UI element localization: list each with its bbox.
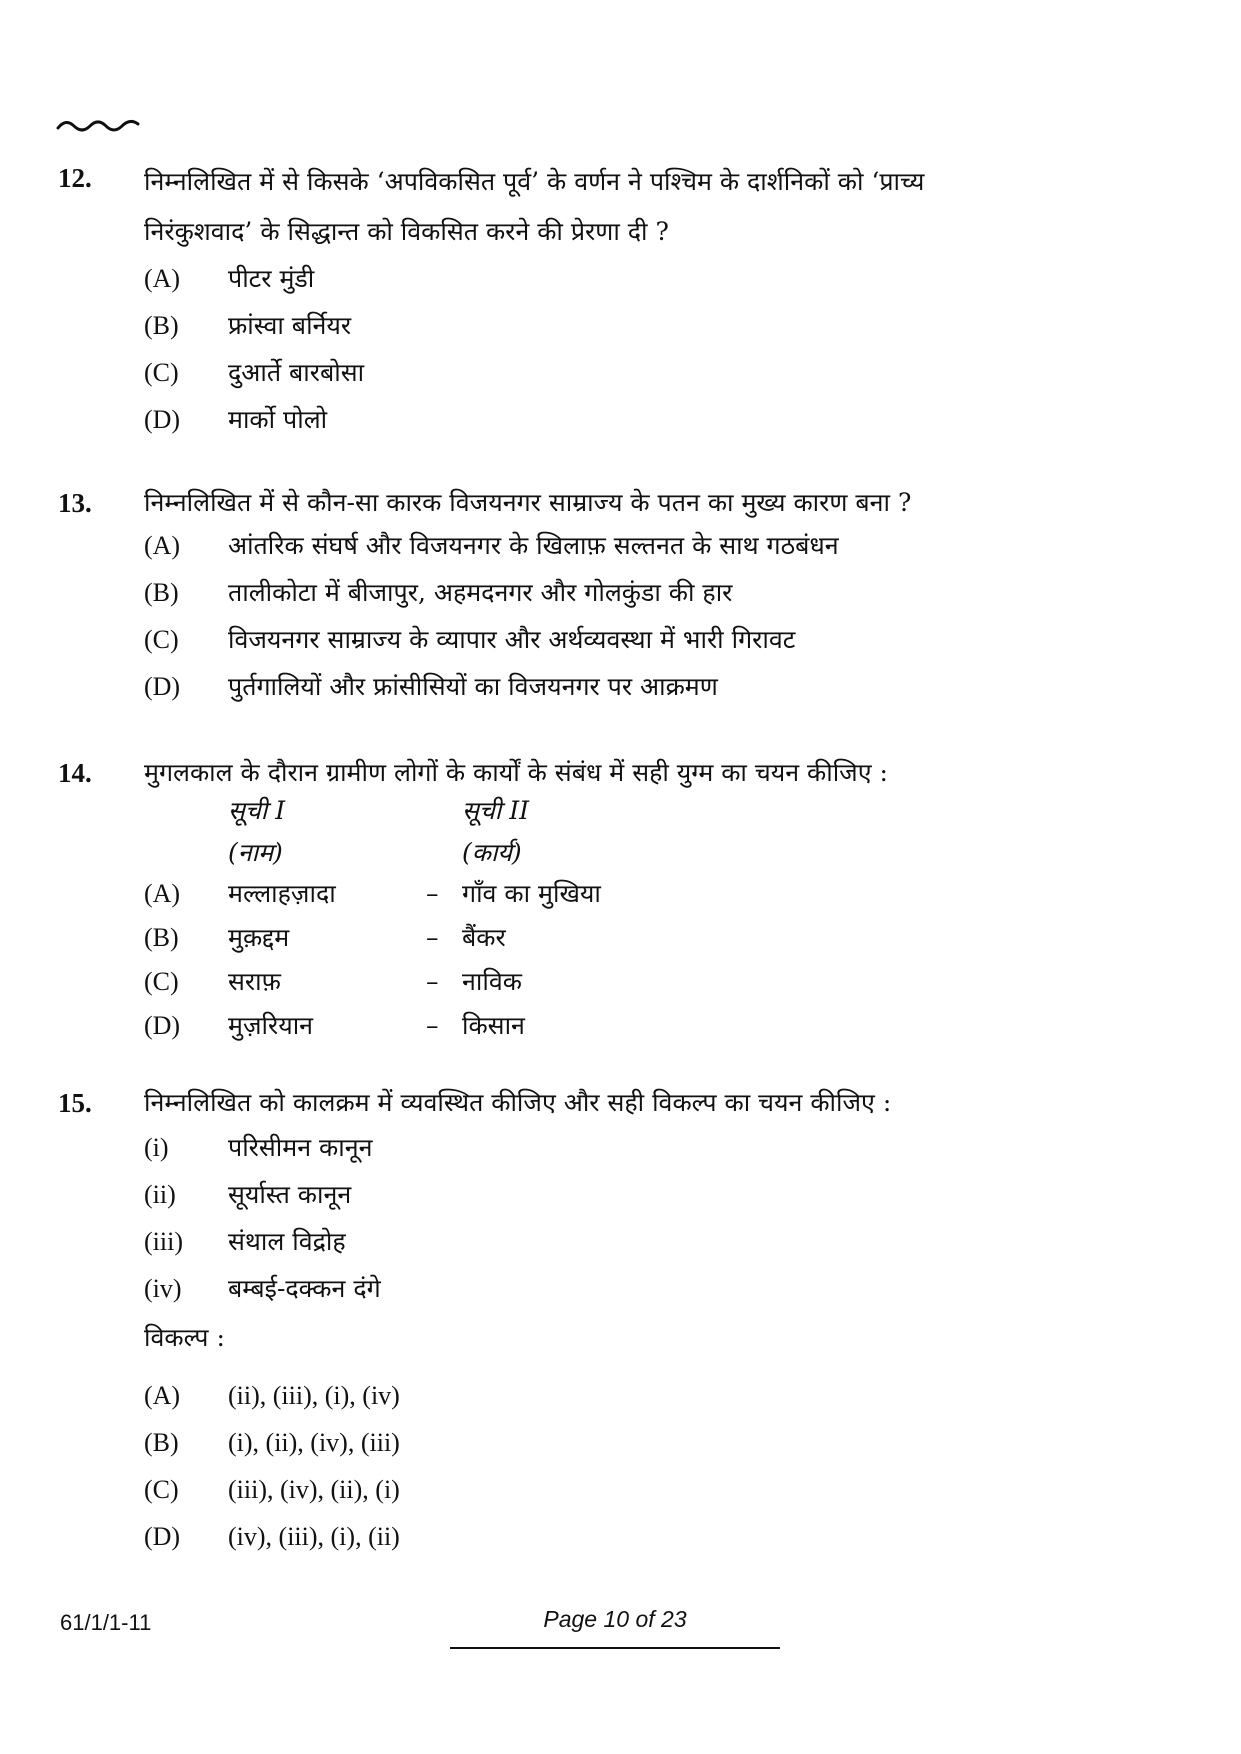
option-right: किसान [462, 1011, 525, 1040]
page-number: Page 10 of 23 [543, 1606, 687, 1632]
question-text [144, 157, 1178, 257]
question-12 [58, 157, 1178, 443]
options-list [58, 872, 1178, 1048]
option-a: (A) मल्लाहज़ादा – गाँव का मुखिया [144, 872, 1178, 916]
option-text: (ii), (iii), (i), (iv) [228, 1381, 400, 1410]
option-left: सराफ़ [228, 967, 281, 996]
option-d: (D) मार्को पोलो [144, 396, 1178, 443]
option-left: मल्लाहज़ादा [228, 879, 336, 908]
list-2-title: सूची II [462, 796, 529, 825]
option-c: (C) विजयनगर साम्राज्य के व्यापार और अर्थव्यवस्था में भारी गिरावट [144, 616, 1178, 663]
option-b: (B) (i), (ii), (iv), (iii) [144, 1419, 1178, 1466]
option-a: (A) (ii), (iii), (i), (iv) [144, 1372, 1178, 1419]
option-right: नाविक [462, 967, 522, 996]
choices-heading: विकल्प : [144, 1323, 225, 1352]
options-list [58, 255, 1178, 443]
question-number: 12. [58, 163, 92, 193]
list-1-subtitle: (नाम) [228, 838, 283, 867]
option-text: दुआर्ते बारबोसा [228, 358, 365, 387]
option-a: (A) पीटर मुंडी [144, 255, 1178, 302]
option-text: फ्रांस्वा बर्नियर [228, 311, 352, 340]
option-text: (iii), (iv), (ii), (i) [228, 1475, 400, 1504]
statement-text: सूर्यास्त कानून [228, 1180, 352, 1209]
option-d: (D) मुज़रियान – किसान [144, 1004, 1178, 1048]
question-text: निम्नलिखित को कालक्रम में व्यवस्थित कीजिए और सही विकल्प का चयन कीजिए : [144, 1088, 892, 1117]
question-text-line: निम्नलिखित में से किसके ‘अपविकसित पूर्व’ के वर्णन ने पश्चिम के दार्शनिकों को ‘प्राच्य [144, 167, 925, 196]
statement-text: बम्बई-दक्कन दंगे [228, 1274, 381, 1303]
options-list [58, 1372, 1178, 1560]
wave-decoration [56, 118, 146, 132]
statement-ii: (ii) सूर्यास्त कानून [144, 1171, 1178, 1218]
option-text: तालीकोटा में बीजापुर, अहमदनगर और गोलकुंडा की हार [228, 578, 733, 607]
option-text: पुर्तगालियों और फ्रांसीसियों का विजयनगर पर आक्रमण [228, 672, 718, 701]
option-c: (C) सराफ़ – नाविक [144, 960, 1178, 1004]
option-text: (iv), (iii), (i), (ii) [228, 1522, 400, 1551]
options-list [58, 522, 1178, 710]
question-number: 14. [58, 758, 92, 788]
option-text: विजयनगर साम्राज्य के व्यापार और अर्थव्यवस्था में भारी गिरावट [228, 625, 796, 654]
option-b: (B) मुक़द्दम – बैंकर [144, 916, 1178, 960]
statement-iii: (iii) संथाल विद्रोह [144, 1218, 1178, 1265]
question-text-line: निरंकुशवाद’ के सिद्धान्त को विकसित करने की प्रेरणा दी ? [144, 217, 669, 246]
option-text: (i), (ii), (iv), (iii) [228, 1428, 400, 1457]
option-c: (C) (iii), (iv), (ii), (i) [144, 1466, 1178, 1513]
option-d: (D) पुर्तगालियों और फ्रांसीसियों का विजयनगर पर आक्रमण [144, 663, 1178, 710]
option-left: मुक़द्दम [228, 923, 290, 952]
question-text: निम्नलिखित में से कौन-सा कारक विजयनगर साम्राज्य के पतन का मुख्य कारण बना ? [144, 488, 912, 517]
statement-i: (i) परिसीमन कानून [144, 1124, 1178, 1171]
statement-iv: (iv) बम्बई-दक्कन दंगे [144, 1265, 1178, 1312]
question-14 [58, 748, 1178, 1048]
question-number: 13. [58, 488, 92, 518]
statement-text: परिसीमन कानून [228, 1133, 373, 1162]
option-text: पीटर मुंडी [228, 264, 315, 293]
option-text: आंतरिक संघर्ष और विजयनगर के खिलाफ़ सल्तनत के साथ गठबंधन [228, 531, 839, 560]
list-1-title: सूची I [228, 796, 286, 825]
list-2-subtitle: (कार्य) [462, 838, 522, 867]
option-right: बैंकर [462, 923, 506, 952]
list-headings [144, 790, 1178, 832]
footer-divider [450, 1647, 780, 1649]
option-text: मार्को पोलो [228, 405, 328, 434]
option-a: (A) आंतरिक संघर्ष और विजयनगर के खिलाफ़ सल्तनत के साथ गठबंधन [144, 522, 1178, 569]
question-15 [58, 1078, 1178, 1560]
option-b: (B) फ्रांस्वा बर्नियर [144, 302, 1178, 349]
option-right: गाँव का मुखिया [462, 879, 601, 908]
option-d: (D) (iv), (iii), (i), (ii) [144, 1513, 1178, 1560]
option-b: (B) तालीकोटा में बीजापुर, अहमदनगर और गोलकुंडा की हार [144, 569, 1178, 616]
option-c: (C) दुआर्ते बारबोसा [144, 349, 1178, 396]
question-13 [58, 478, 1178, 710]
list-subheadings [144, 832, 1178, 874]
option-left: मुज़रियान [228, 1011, 314, 1040]
statement-text: संथाल विद्रोह [228, 1227, 346, 1256]
question-number: 15. [58, 1088, 92, 1118]
question-text: मुगलकाल के दौरान ग्रामीण लोगों के कार्यों के संबंध में सही युग्म का चयन कीजिए : [144, 758, 888, 787]
paper-code: 61/1/1-11 [60, 1610, 152, 1635]
statements-list [58, 1124, 1178, 1312]
